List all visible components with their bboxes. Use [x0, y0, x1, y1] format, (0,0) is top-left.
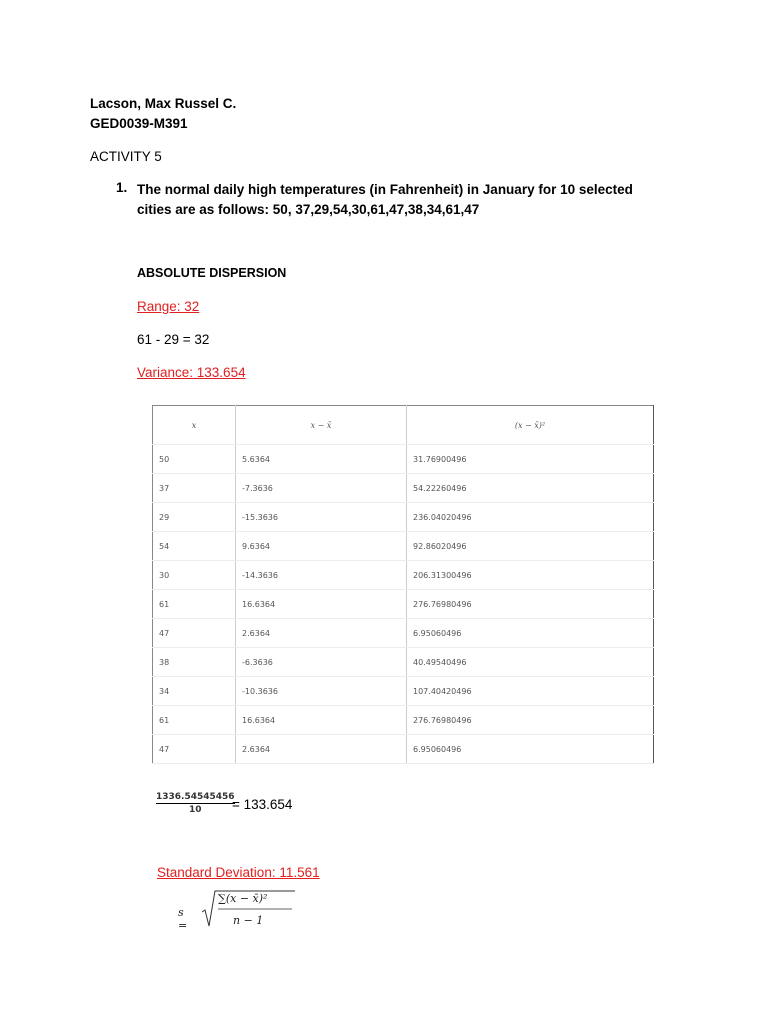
- cell-deviation: 16.6364: [236, 706, 407, 735]
- table-row: [153, 677, 654, 706]
- cell-deviation: -7.3636: [236, 474, 407, 503]
- table-header-squared-deviation: (x − x̄)²: [407, 406, 654, 445]
- cell-deviation: 16.6364: [236, 590, 407, 619]
- cell-deviation: -10.3636: [236, 677, 407, 706]
- cell-squared-deviation: 40.49540496: [407, 648, 654, 677]
- range-calculation: 61 - 29 = 32: [137, 332, 210, 347]
- cell-squared-deviation: 276.76980496: [407, 590, 654, 619]
- table-row: [153, 590, 654, 619]
- cell-squared-deviation: 276.76980496: [407, 706, 654, 735]
- std-dev-label: Standard Deviation: 11.561: [157, 865, 320, 880]
- question-number: 1.: [116, 180, 128, 195]
- cell-deviation: 2.6364: [236, 735, 407, 764]
- cell-squared-deviation: 54.22260496: [407, 474, 654, 503]
- table-header-deviation: x − x̄: [236, 406, 407, 445]
- fraction-denominator: 10: [189, 805, 202, 815]
- table-header-x: x: [153, 406, 236, 445]
- cell-squared-deviation: 236.04020496: [407, 503, 654, 532]
- cell-x: 50: [153, 445, 236, 474]
- table-header-row: [153, 406, 654, 445]
- cell-x: 37: [153, 474, 236, 503]
- cell-deviation: 2.6364: [236, 619, 407, 648]
- table-row: [153, 474, 654, 503]
- table-row: [153, 532, 654, 561]
- variance-result: = 133.654: [232, 797, 293, 812]
- table-row: [153, 648, 654, 677]
- cell-x: 54: [153, 532, 236, 561]
- table-row: [153, 503, 654, 532]
- formula-lhs: s =: [178, 906, 188, 932]
- course-code: GED0039-M391: [90, 116, 188, 131]
- activity-title: ACTIVITY 5: [90, 149, 162, 164]
- cell-x: 34: [153, 677, 236, 706]
- cell-squared-deviation: 206.31300496: [407, 561, 654, 590]
- variance-fraction: [156, 792, 235, 815]
- range-label: Range: 32: [137, 299, 200, 314]
- variance-label: Variance: 133.654: [137, 365, 246, 380]
- table-row: [153, 561, 654, 590]
- question-text: The normal daily high temperatures (in Fahrenheit) in January for 10 selected cities are as follows: 50, 37,29,54,30,61,47,38,34,61,47: [137, 182, 633, 217]
- formula-denominator: n − 1: [233, 914, 264, 927]
- table-row: [153, 619, 654, 648]
- fraction-numerator: 1336.54545456: [156, 792, 235, 802]
- cell-x: 61: [153, 706, 236, 735]
- cell-deviation: 5.6364: [236, 445, 407, 474]
- cell-x: 30: [153, 561, 236, 590]
- cell-deviation: 9.6364: [236, 532, 407, 561]
- cell-x: 38: [153, 648, 236, 677]
- cell-x: 29: [153, 503, 236, 532]
- cell-deviation: -15.3636: [236, 503, 407, 532]
- cell-deviation: -14.3636: [236, 561, 407, 590]
- cell-x: 47: [153, 735, 236, 764]
- table-body: [153, 445, 654, 764]
- fraction-bar: [156, 803, 235, 804]
- table-row: [153, 706, 654, 735]
- deviation-table: [152, 405, 654, 764]
- cell-x: 61: [153, 590, 236, 619]
- table-row: [153, 735, 654, 764]
- cell-squared-deviation: 6.95060496: [407, 619, 654, 648]
- cell-deviation: -6.3636: [236, 648, 407, 677]
- cell-squared-deviation: 6.95060496: [407, 735, 654, 764]
- cell-squared-deviation: 92.86020496: [407, 532, 654, 561]
- table-row: [153, 445, 654, 474]
- cell-squared-deviation: 107.40420496: [407, 677, 654, 706]
- formula-numerator: ∑(x − x̄)²: [218, 892, 268, 905]
- section-title: ABSOLUTE DISPERSION: [137, 266, 287, 280]
- cell-squared-deviation: 31.76900496: [407, 445, 654, 474]
- cell-x: 47: [153, 619, 236, 648]
- student-name: Lacson, Max Russel C.: [90, 96, 237, 111]
